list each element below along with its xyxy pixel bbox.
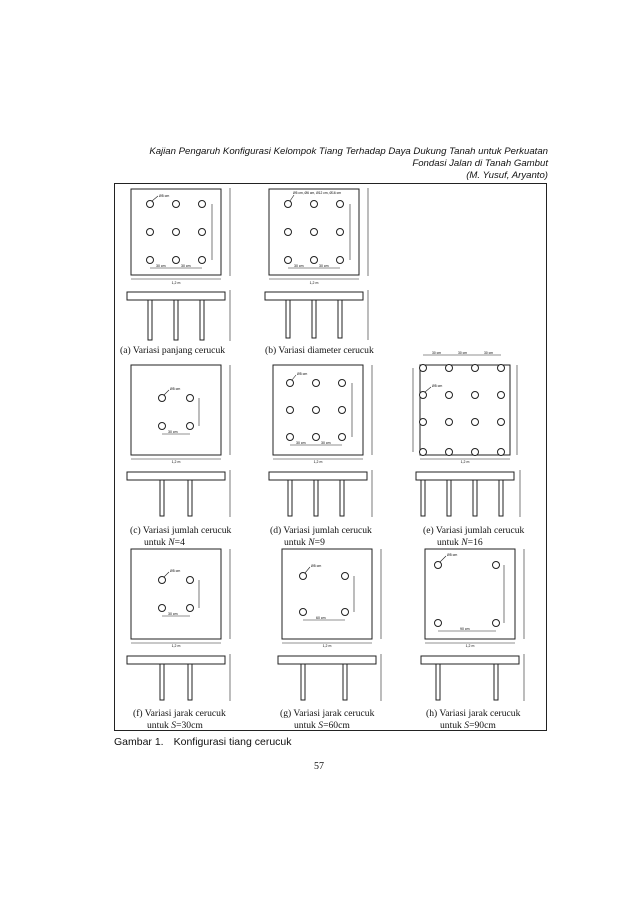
panel-b-caption bbox=[265, 345, 374, 357]
width-label: 1,2 m bbox=[171, 460, 181, 464]
width-label: 1,2 m bbox=[465, 644, 475, 648]
spacing-label: 30 cm bbox=[432, 351, 441, 355]
spacing-label: 30 cm bbox=[321, 441, 331, 445]
caption-var: S bbox=[464, 720, 470, 731]
panel-e-drawing bbox=[410, 350, 530, 520]
caption-line: (f) Variasi jarak cerucuk bbox=[133, 708, 226, 719]
figure-number: Gambar 1. bbox=[114, 736, 164, 748]
caption-line: (a) Variasi panjang cerucuk bbox=[120, 345, 226, 356]
diameter-label: Ø5 cm bbox=[297, 372, 308, 376]
panel-c-drawing bbox=[126, 362, 246, 520]
panel-a-drawing bbox=[126, 184, 246, 344]
spacing-label: 30 cm bbox=[168, 430, 178, 434]
caption-text: untuk bbox=[437, 537, 462, 548]
diameter-label: Ø5 cm bbox=[170, 569, 181, 573]
caption-var: S bbox=[171, 720, 177, 731]
caption-text: =16 bbox=[467, 537, 483, 548]
caption-text: =60cm bbox=[323, 720, 350, 731]
panel-g-caption bbox=[280, 708, 374, 732]
spacing-label: 30 cm bbox=[294, 264, 304, 268]
diameter-label: Ø5 cm bbox=[447, 553, 458, 557]
caption-text: =9 bbox=[314, 537, 325, 548]
caption-line bbox=[280, 720, 374, 732]
panel-d-drawing bbox=[268, 362, 388, 520]
panel-g-drawing bbox=[277, 546, 397, 706]
spacing-label: 60 cm bbox=[316, 616, 326, 620]
header-line-2: Fondasi Jalan di Tanah Gambut bbox=[412, 158, 548, 169]
diameter-label: Ø5 cm bbox=[432, 384, 443, 388]
spacing-label: 30 cm bbox=[458, 351, 467, 355]
spacing-label: 30 cm bbox=[156, 264, 166, 268]
diameter-label: Ø5 cm bbox=[311, 564, 322, 568]
caption-var: N bbox=[168, 537, 175, 548]
width-label: 1,2 m bbox=[460, 460, 470, 464]
figure-title: Konfigurasi tiang cerucuk bbox=[173, 736, 292, 748]
caption-line: (g) Variasi jarak cerucuk bbox=[280, 708, 375, 719]
caption-text: untuk bbox=[440, 720, 465, 731]
caption-text: untuk bbox=[147, 720, 172, 731]
caption-text: untuk bbox=[284, 537, 309, 548]
running-header bbox=[149, 146, 548, 182]
caption-line: (h) Variasi jarak cerucuk bbox=[426, 708, 521, 719]
figure-caption bbox=[114, 736, 302, 748]
panel-b-drawing bbox=[264, 184, 384, 344]
panel-h-caption bbox=[426, 708, 520, 732]
caption-line: (d) Variasi jumlah cerucuk bbox=[270, 525, 372, 536]
width-label: 1,2 m bbox=[171, 644, 181, 648]
header-line-1: Kajian Pengaruh Konfigurasi Kelompok Tiang Terhadap Daya Dukung Tanah untuk Perkuatan bbox=[149, 146, 548, 157]
caption-var: N bbox=[461, 537, 468, 548]
width-label: 1,2 m bbox=[309, 281, 319, 285]
spacing-label: 90 cm bbox=[460, 627, 470, 631]
width-label: 1,2 m bbox=[313, 460, 323, 464]
spacing-label: 30 cm bbox=[181, 264, 191, 268]
spacing-label: 30 cm bbox=[319, 264, 329, 268]
caption-line: (e) Variasi jumlah cerucuk bbox=[423, 525, 525, 536]
caption-var: S bbox=[318, 720, 324, 731]
caption-text: =90cm bbox=[469, 720, 496, 731]
width-label: 1,2 m bbox=[171, 281, 181, 285]
spacing-label: 30 cm bbox=[168, 612, 178, 616]
spacing-label: 30 cm bbox=[484, 351, 493, 355]
caption-var: N bbox=[308, 537, 315, 548]
header-line-3: (M. Yusuf, Aryanto) bbox=[466, 170, 548, 181]
diameter-label: Ø5 cm bbox=[170, 387, 181, 391]
caption-text: untuk bbox=[294, 720, 319, 731]
panel-a-caption bbox=[120, 345, 225, 357]
page-number: 57 bbox=[314, 761, 324, 772]
caption-line bbox=[133, 720, 226, 732]
diameter-label: Ø5 cm bbox=[159, 194, 170, 198]
diameter-label: Ø5 cm, Ø6 cm, Ø12 cm, Ø16 cm bbox=[293, 191, 341, 195]
caption-text: untuk bbox=[144, 537, 169, 548]
caption-line: (c) Variasi jumlah cerucuk bbox=[130, 525, 232, 536]
spacing-label: 30 cm bbox=[296, 441, 306, 445]
width-label: 1,2 m bbox=[322, 644, 332, 648]
caption-text: =4 bbox=[174, 537, 185, 548]
caption-line: (b) Variasi diameter cerucuk bbox=[265, 345, 374, 356]
panel-f-drawing bbox=[126, 546, 246, 706]
caption-line bbox=[426, 720, 520, 732]
panel-h-drawing bbox=[420, 546, 540, 706]
caption-text: =30cm bbox=[176, 720, 203, 731]
panel-f-caption bbox=[133, 708, 226, 732]
